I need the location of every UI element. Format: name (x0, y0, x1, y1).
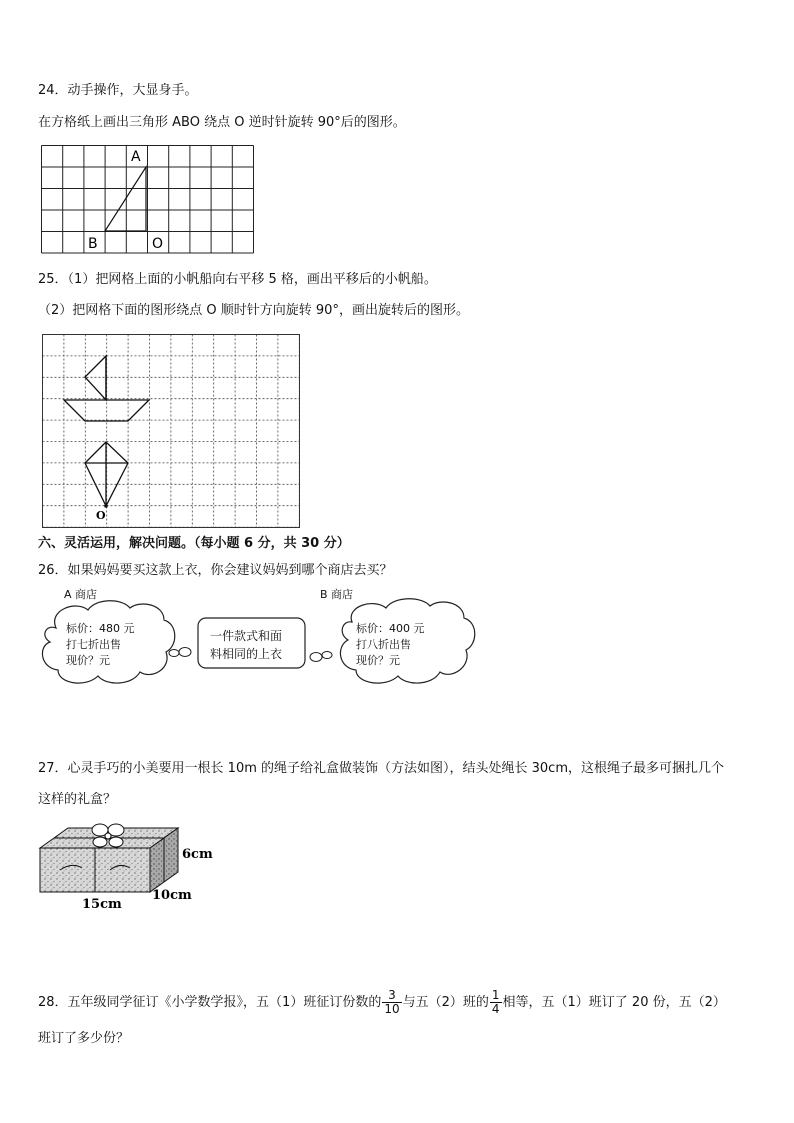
fraction-3-10 (382, 989, 401, 1016)
dim-width: 10cm (152, 888, 192, 903)
q24-grid (41, 145, 255, 255)
q26-title: 26．如果妈妈要买这款上衣，你会建议妈妈到哪个商店去买？ (38, 563, 393, 578)
store-b-line1: 标价：400 元 (356, 622, 425, 635)
frac2-num: 1 (491, 988, 500, 1002)
label-a: A (131, 149, 141, 165)
label-o: O (152, 236, 164, 252)
dim-height: 6cm (182, 847, 213, 862)
gift-box-figure (38, 818, 218, 910)
q28-part-b: 与五（2）班的 (402, 995, 489, 1010)
frac2-den: 4 (491, 1002, 500, 1016)
q25-part1: 25．（1）把网格上面的小帆船向右平移 5 格，画出平移后的小帆船。 (38, 272, 437, 287)
q28-part-a: 28．五年级同学征订《小学数学报》，五（1）班征订份数的 (38, 995, 382, 1010)
dim-length: 15cm (82, 897, 122, 912)
q28-part-c: 相等，五（1）班订了 20 份，五（2） (502, 995, 726, 1010)
q24-instruction: 在方格纸上画出三角形 ABO 绕点 O 逆时针旋转 90°后的图形。 (38, 115, 406, 130)
q28-line1 (38, 989, 726, 1017)
label-b: B (88, 236, 98, 252)
triangle-abo (105, 167, 146, 231)
q24-title: 24．动手操作，大显身手。 (38, 83, 198, 98)
q25-part2: （2）把网格下面的图形绕点 O 顺时针方向旋转 90°，画出旋转后的图形。 (38, 303, 469, 318)
section6-title: 六、灵活运用，解决问题。（每小题 6 分，共 30 分） (38, 536, 350, 551)
q27-line1: 27．心灵手巧的小美要用一根长 10m 的绳子给礼盒做装饰（方法如图），结头处绳长 30cm，这根绳子最多可捆扎几个 (38, 761, 724, 776)
q28-line2: 班订了多少份？ (38, 1031, 130, 1046)
fraction-1-4 (490, 989, 502, 1016)
store-b-line3: 现价？元 (356, 654, 400, 667)
store-b-name: B 商店 (320, 588, 354, 601)
point-o-label: O (96, 509, 106, 522)
center-line2: 料相同的上衣 (210, 647, 283, 661)
store-a-line3: 现价？元 (66, 654, 110, 667)
kite-figure (85, 442, 128, 506)
q27-line2: 这样的礼盒？ (38, 792, 117, 807)
store-a-line2: 打七折出售 (66, 638, 121, 651)
store-b-line2: 打八折出售 (356, 638, 411, 651)
center-line1: 一件款式和面 (210, 629, 283, 643)
q25-grid (42, 334, 302, 530)
store-a-line1: 标价：480 元 (66, 622, 135, 635)
frac1-den: 10 (384, 1002, 400, 1016)
frac1-num: 3 (382, 989, 401, 1003)
store-a-name: A 商店 (64, 588, 98, 601)
